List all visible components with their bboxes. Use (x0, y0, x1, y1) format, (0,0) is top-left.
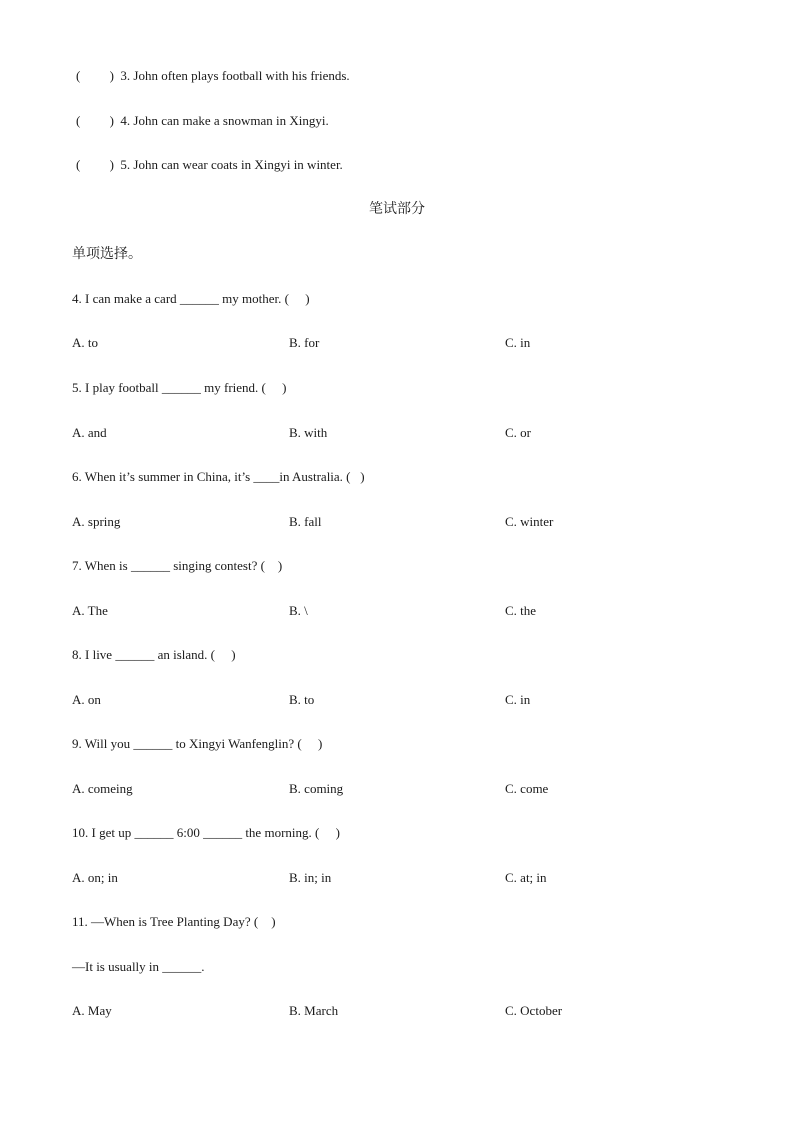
question-8-stem: 8. I live ______ an island. ( ) (72, 647, 236, 662)
question-11-sub-stem: —It is usually in ______. (72, 959, 205, 974)
question-11-option-a: A. May (72, 1003, 112, 1018)
question-9-option-b: B. coming (289, 781, 344, 796)
question-4-option-a: A. to (72, 335, 98, 350)
question-10-option-b: B. in; in (289, 870, 332, 885)
question-8-option-c: C. in (505, 692, 531, 707)
question-7-option-b: B. \ (289, 603, 308, 618)
question-5-option-a: A. and (72, 425, 107, 440)
question-9-stem: 9. Will you ______ to Xingyi Wanfenglin? ( ) (72, 736, 323, 751)
question-5-stem: 5. I play football ______ my friend. ( ) (72, 380, 287, 395)
question-8-option-b: B. to (289, 692, 315, 707)
question-6-option-a: A. spring (72, 514, 121, 529)
question-11-option-c: C. October (505, 1003, 563, 1018)
question-10-option-a: A. on; in (72, 870, 118, 885)
question-7-option-a: A. The (72, 603, 108, 618)
section-title: 笔试部分 (369, 202, 425, 217)
question-6-option-b: B. fall (289, 514, 322, 529)
question-4-option-c: C. in (505, 335, 531, 350)
question-5-option-b: B. with (289, 425, 328, 440)
question-4-option-b: B. for (289, 335, 320, 350)
tf-item-4: ( ) 4. John can make a snowman in Xingyi. (76, 113, 329, 128)
question-5-option-c: C. or (505, 425, 531, 440)
question-9-option-a: A. comeing (72, 781, 133, 796)
question-10-stem: 10. I get up ______ 6:00 ______ the morning. ( ) (72, 825, 340, 840)
question-11-option-b: B. March (289, 1003, 339, 1018)
question-10-option-c: C. at; in (505, 870, 547, 885)
question-8-option-a: A. on (72, 692, 101, 707)
question-11-stem: 11. —When is Tree Planting Day? ( ) (72, 914, 276, 929)
tf-item-3: ( ) 3. John often plays football with his friends. (76, 68, 350, 83)
question-7-stem: 7. When is ______ singing contest? ( ) (72, 558, 283, 573)
question-6-option-c: C. winter (505, 514, 554, 529)
question-7-option-c: C. the (505, 603, 537, 618)
question-4-stem: 4. I can make a card ______ my mother. ( ) (72, 291, 310, 306)
tf-item-5: ( ) 5. John can wear coats in Xingyi in winter. (76, 157, 343, 172)
instruction: 单项选择。 (72, 247, 142, 262)
question-9-option-c: C. come (505, 781, 549, 796)
question-6-stem: 6. When it’s summer in China, it’s ____in Australia. ( ) (72, 469, 365, 484)
